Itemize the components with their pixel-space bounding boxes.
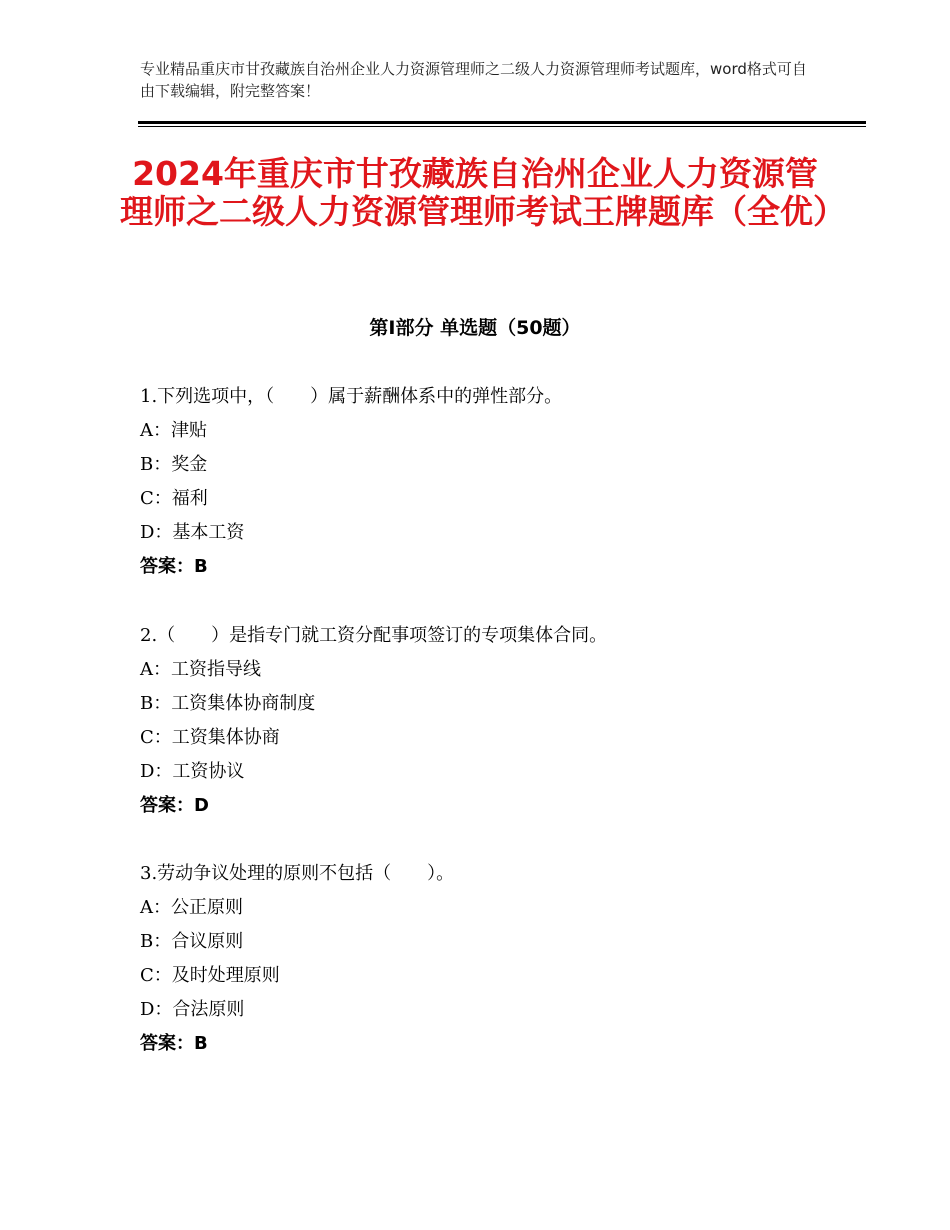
document-title: 2024年重庆市甘孜藏族自治州企业人力资源管理师之二级人力资源管理师考试王牌题库（全优）	[120, 154, 846, 231]
question-stem: 2.（ ）是指专门就工资分配事项签订的专项集体合同。	[140, 625, 608, 646]
option-d: D：基本工资	[140, 522, 245, 543]
option-a: A：工资指导线	[140, 659, 261, 680]
option-d: D：合法原则	[140, 999, 245, 1020]
section-heading: 第Ⅰ部分 单选题（50题）	[369, 317, 581, 339]
question-stem: 3.劳动争议处理的原则不包括（ ）。	[140, 863, 455, 884]
question-1	[140, 385, 860, 589]
header-divider-thick	[138, 121, 866, 124]
option-a: A：津贴	[140, 420, 207, 441]
option-c: C：工资集体协商	[140, 727, 280, 748]
question-2	[140, 624, 860, 828]
option-b: B：工资集体协商制度	[140, 693, 316, 714]
answer: 答案：B	[140, 556, 208, 577]
header-divider-thin	[138, 126, 866, 127]
answer: 答案：B	[140, 1033, 208, 1054]
option-d: D：工资协议	[140, 761, 245, 782]
option-c: C：福利	[140, 488, 208, 509]
option-b: B：奖金	[140, 454, 208, 475]
question-stem: 1.下列选项中，（ ）属于薪酬体系中的弹性部分。	[140, 386, 563, 407]
option-a: A：公正原则	[140, 897, 243, 918]
option-c: C：及时处理原则	[140, 965, 280, 986]
option-b: B：合议原则	[140, 931, 244, 952]
answer: 答案：D	[140, 795, 209, 816]
question-3	[140, 862, 860, 1066]
header-note: 专业精品重庆市甘孜藏族自治州企业人力资源管理师之二级人力资源管理师考试题库，word格式可自由下载编辑，附完整答案！	[140, 60, 807, 100]
